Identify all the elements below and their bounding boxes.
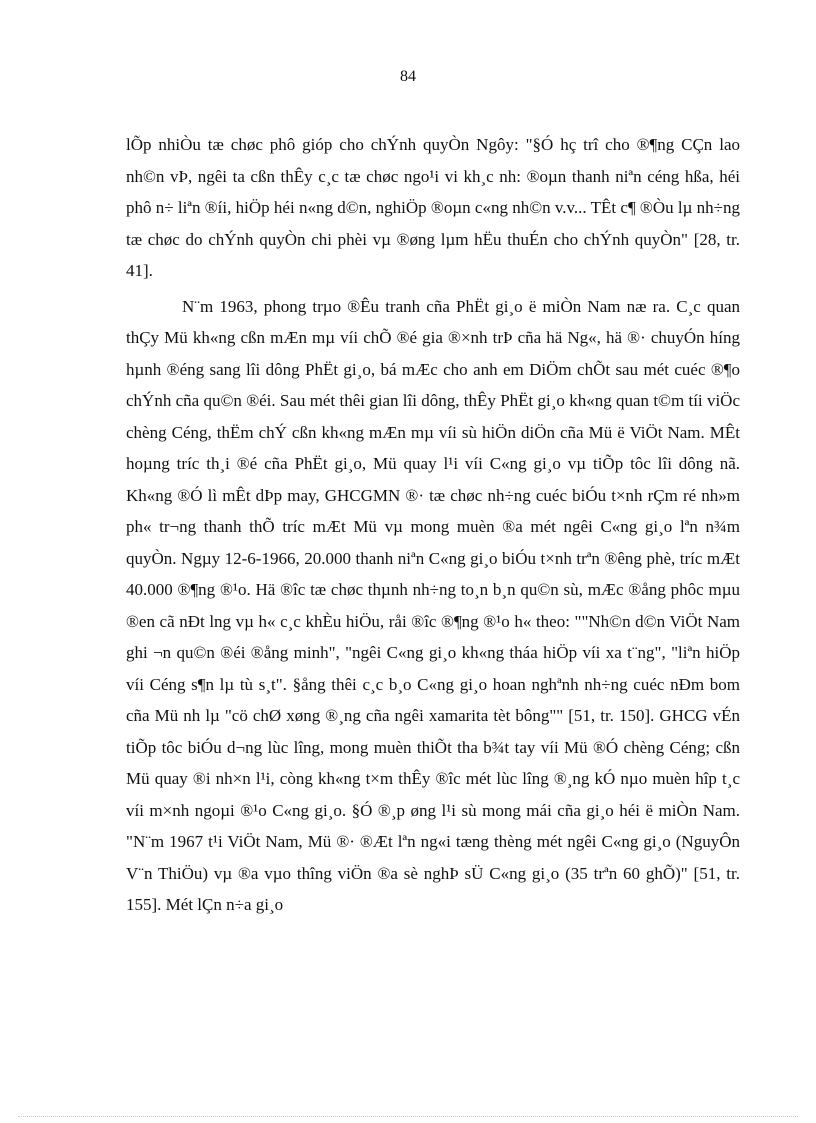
paragraph-2: N¨m 1963, phong trµo ®Êu tranh cña PhËt gi¸o ë miÒn Nam næ ra. C¸c quan thÇy Mü kh«ng cßn mÆn mµ víi chÕ ®é gia ®×nh trÞ cña hä Ng«, hä ®· chuyÓn híng hµnh ®éng sang lîi dông PhËt gi¸o, bá mÆc cho anh em DiÖm chÕt sau mét cuéc ®¶o chÝnh cña qu©n ®éi. Sau mét thêi gian lîi dông, thÊy PhËt gi¸o kh«ng quan t©m tíi viÖc chèng Céng, thËm chÝ cßn kh«ng mÆn mµ víi sù hiÖn diÖn cña Mü ë ViÖt Nam. MÊt hoµng tríc th¸i ®é cña PhËt gi¸o, Mü quay l¹i víi C«ng gi¸o vµ tiÕp tôc lîi dông nã. Kh«ng ®Ó lì mÊt dÞp may, GHCGMN ®· tæ chøc nh÷ng cuéc biÓu t×nh rÇm ré nh»m ph« tr¬ng thanh thÕ tríc mÆt Mü vµ mong muèn ®a mét ngêi C«ng gi¸o lªn n¾m quyÒn. Ngµy 12-6-1966, 20.000 thanh niªn C«ng gi¸o biÓu t×nh trªn ®êng phè, tríc mÆt 40.000 ®¶ng ®¹o. Hä ®îc tæ chøc thµnh nh÷ng to¸n b¸n qu©n sù, mÆc ®ång phôc mµu ®en cã nÐt lng vµ h« c¸c khÈu hiÖu, råi ®îc ®¶ng ®¹o h« theo: ""Nh©n d©n ViÖt Nam ghi ¬n qu©n ®éi ®ång minh", "ngêi C«ng gi¸o kh«ng tháa hiÖp víi xa t¨ng", "liªn hiÖp víi Céng s¶n lµ tù s¸t". §ång thêi c¸c b¸o C«ng gi¸o hoan nghªnh nh÷ng cuéc nÐm bom cña Mü nh lµ "cö chØ xøng ®¸ng cña ngêi xamarita tèt bông"" [51, tr. 150]. GHCG vÉn tiÕp tôc biÓu d¬ng lùc lîng, mong muèn thiÕt tha b¾t tay víi Mü ®Ó chèng Céng; cßn Mü quay ®i nh×n l¹i, còng kh«ng t×m thÊy ®îc mét lùc lîng ®¸ng kÓ nµo muèn hîp t¸c víi m×nh ngoµi ®¹o C«ng gi¸o. §Ó ®¸p øng l¹i sù mong mái cña gi¸o héi ë miÒn Nam. "N¨m 1967 t¹i ViÖt Nam, Mü ®· ®Æt lªn ng«i tæng thèng mét ngêi C«ng gi¸o (NguyÔn V¨n ThiÖu) vµ ®a vµo thîng viÖn ®a sè nghÞ sÜ C«ng gi¸o (35 trªn 60 ghÕ)" [51, tr. 155]. Mét lÇn n÷a gi¸o <box>126 296 740 914</box>
page-footer-divider <box>18 1116 798 1117</box>
page-number: 84 <box>400 68 416 85</box>
document-body <box>126 129 740 925</box>
paragraph-1: lÕp nhiÒu tæ chøc phô gióp cho chÝnh quyÒn Ngôy: "§Ó hç trî cho ®¶ng CÇn lao nh©n vÞ, ngêi ta cßn thÊy c¸c tæ chøc ngo¹i vi kh¸c nh: ®oµn thanh niªn céng hßa, héi phô n÷ liªn ®íi, hiÖp héi n«ng d©n, nghiÖp ®oµn c«ng nh©n v.v... TÊt c¶ ®Òu lµ nh÷ng tæ chøc do chÝnh quyÒn chi phèi vµ ®øng lµm hËu thuÉn cho chÝnh quyÒn" [28, tr. 41]. <box>126 135 740 280</box>
